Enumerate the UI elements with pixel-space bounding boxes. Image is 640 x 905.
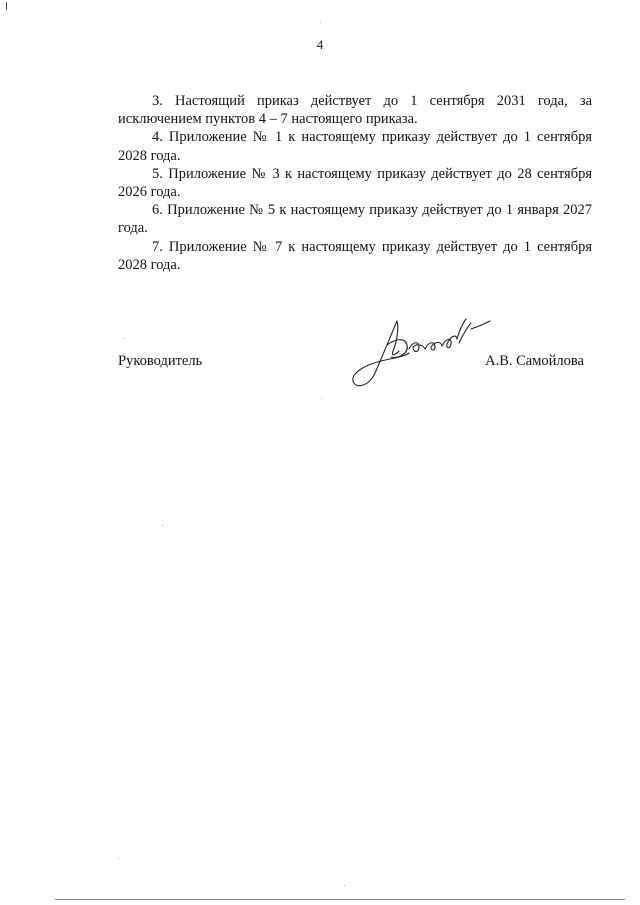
body-text bbox=[118, 92, 592, 274]
handwritten-signature bbox=[347, 315, 497, 395]
scan-speck bbox=[124, 338, 125, 339]
scan-edge-line bbox=[55, 899, 625, 900]
page-number: 4 bbox=[316, 37, 324, 52]
scan-speck bbox=[118, 858, 119, 859]
paragraph-4: 4. Приложение № 1 к настоящему приказу действует до 1 сентября 2028 года. bbox=[118, 129, 592, 164]
scan-speck bbox=[320, 22, 321, 23]
scan-speck bbox=[162, 525, 163, 526]
signer-name: А.В. Самойлова bbox=[485, 353, 584, 369]
scan-edge-mark bbox=[6, 2, 7, 10]
paragraph-7: 7. Приложение № 7 к настоящему приказу действует до 1 сентября 2028 года. bbox=[118, 238, 592, 273]
signer-position: Руководитель bbox=[118, 353, 203, 369]
paragraph-6: 6. Приложение № 5 к настоящему приказу действует до 1 января 2027 года. bbox=[118, 202, 592, 237]
signature-block bbox=[118, 345, 592, 405]
paragraph-3: 3. Настоящий приказ действует до 1 сентября 2031 года, за исключением пунктов 4 – 7 настоящего приказа. bbox=[118, 93, 592, 128]
scan-speck bbox=[344, 885, 345, 886]
paragraph-5: 5. Приложение № 3 к настоящему приказу действует до 28 сентября 2026 года. bbox=[118, 165, 592, 201]
